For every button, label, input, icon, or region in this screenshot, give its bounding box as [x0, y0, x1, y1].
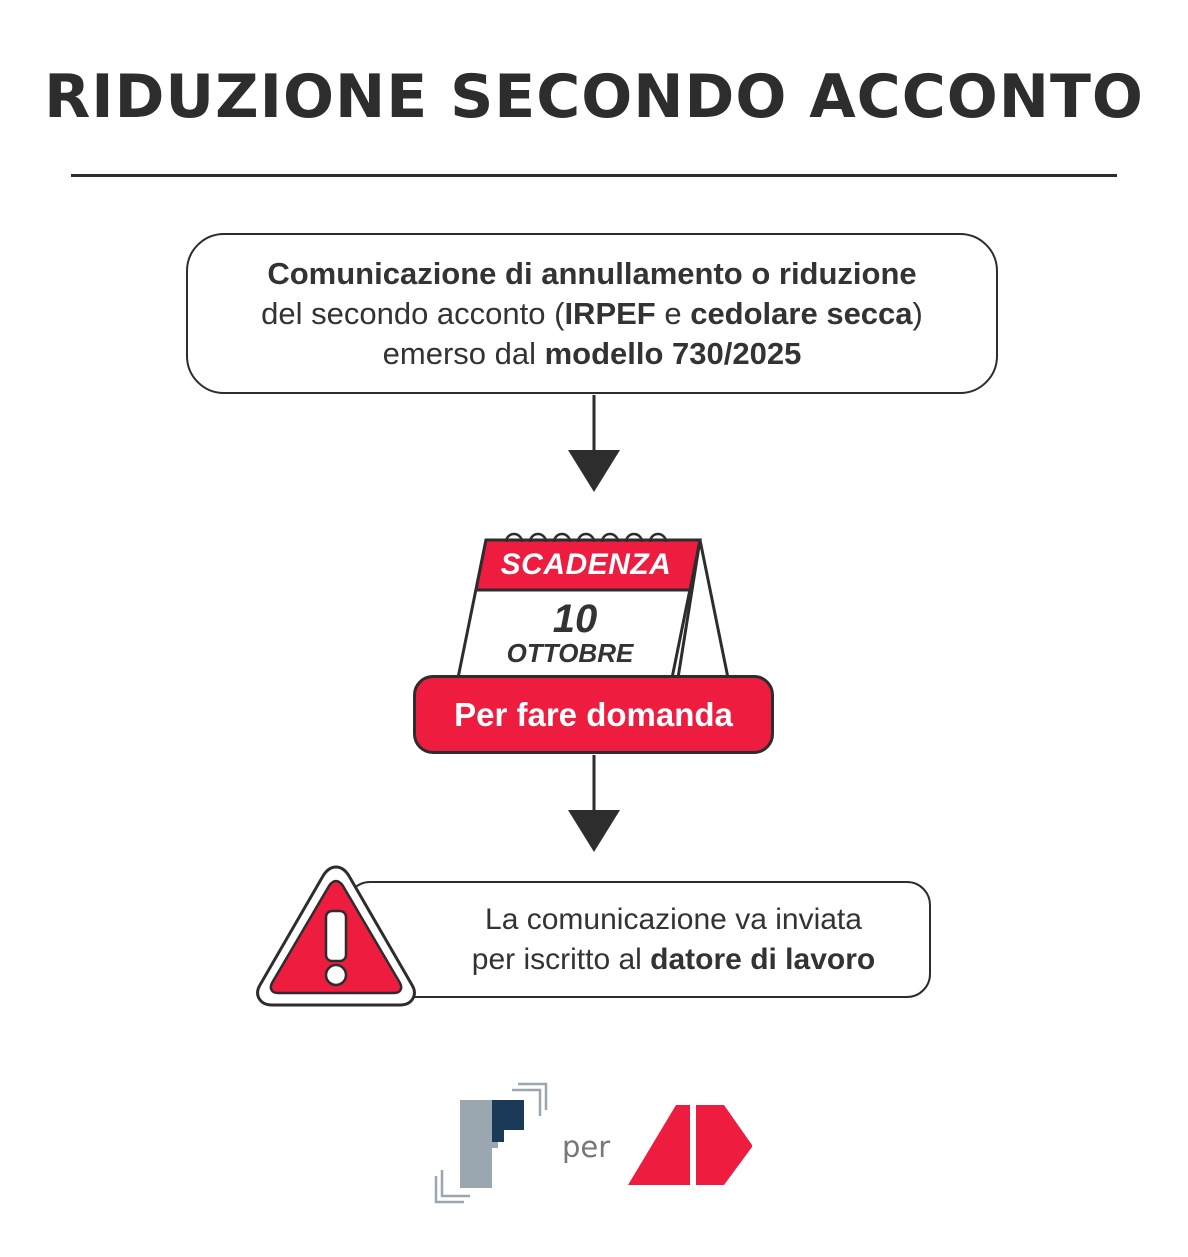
- f-logo: [430, 1080, 555, 1208]
- calendar-day: 10: [552, 597, 598, 641]
- communication-line-2-post: ): [912, 295, 923, 331]
- communication-line-2-mid: e: [655, 295, 691, 331]
- calendar-month: OTTOBRE: [506, 638, 634, 668]
- notice-line-2: [472, 940, 875, 980]
- ak-logo: [628, 1105, 758, 1187]
- warning-icon: [252, 863, 422, 1013]
- notice-line-1: La comunicazione va inviata: [485, 902, 862, 936]
- arrow-down-icon-2: [568, 755, 620, 852]
- notice-line-2-pre: per iscritto al: [471, 942, 651, 976]
- datore-label: datore di lavoro: [650, 942, 876, 976]
- cedolare-label: cedolare secca: [690, 295, 913, 331]
- per-label: per: [562, 1130, 611, 1164]
- communication-line-1-text: Comunicazione di annullamento o riduzione: [267, 255, 917, 291]
- irpef-label: IRPEF: [564, 295, 656, 331]
- calendar-header: SCADENZA: [500, 548, 672, 581]
- communication-line-2-pre: del secondo acconto (: [261, 295, 565, 331]
- modello-label: modello 730/2025: [544, 335, 802, 371]
- arrow-down-icon-1: [568, 395, 620, 492]
- notice-box: [346, 881, 931, 998]
- deadline-label: Per fare domanda: [413, 675, 774, 754]
- page-title: RIDUZIONE SECONDO ACCONTO: [44, 62, 1144, 132]
- communication-line-3-pre: emerso dal: [382, 335, 545, 371]
